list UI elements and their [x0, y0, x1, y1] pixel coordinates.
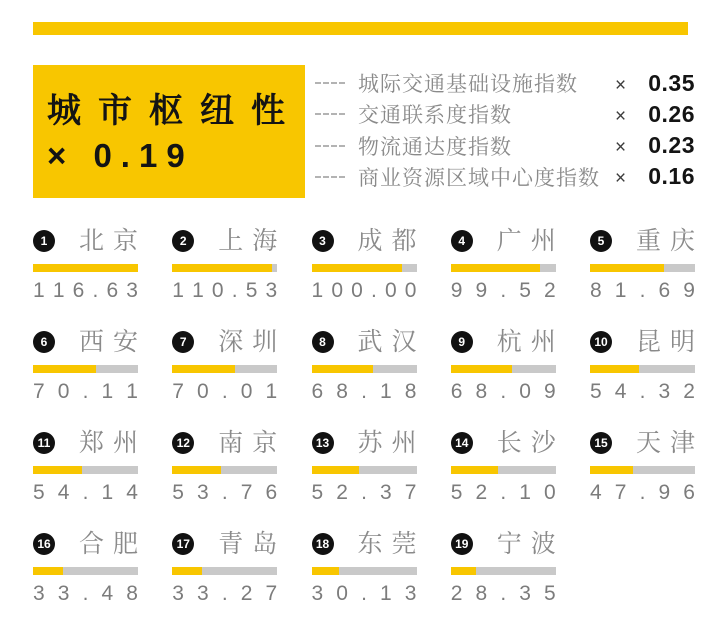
rank-badge: 8	[312, 331, 334, 353]
city-name: 天 津	[636, 429, 695, 457]
city-cell	[172, 531, 277, 605]
legend-weight: 0.23	[648, 132, 695, 159]
city-score: 3 0 . 1 3	[311, 582, 417, 605]
legend-weight-group	[615, 101, 695, 128]
score-bar-fill	[312, 365, 373, 373]
score-bar	[451, 264, 556, 272]
city-score: 5 3 . 7 6	[172, 481, 278, 504]
rank-badge: 9	[451, 331, 473, 353]
legend-item	[315, 70, 695, 96]
city-cell-header	[312, 430, 417, 456]
city-score: 1 0 0 . 0 0	[311, 279, 417, 302]
city-name: 深 圳	[218, 328, 278, 356]
score-bar-fill	[172, 365, 235, 373]
city-name: 合 肥	[79, 530, 138, 558]
dash-line-icon	[315, 176, 345, 178]
city-cell-header	[451, 329, 556, 355]
legend-weight-group	[615, 163, 695, 190]
score-bar-fill	[451, 567, 477, 575]
city-score: 7 0 . 1 1	[33, 380, 138, 403]
rank-badge: 13	[312, 432, 334, 454]
city-cell	[451, 228, 556, 302]
score-bar-fill	[312, 567, 339, 575]
legend-weight-group	[615, 70, 695, 97]
city-score: 5 4 . 3 2	[590, 380, 695, 403]
city-score: 5 2 . 3 7	[311, 481, 417, 504]
score-bar	[451, 466, 556, 474]
city-cell	[312, 329, 417, 403]
city-cell	[590, 430, 695, 504]
city-score: 9 9 . 5 2	[450, 279, 556, 302]
score-bar	[33, 365, 138, 373]
city-cell	[451, 329, 556, 403]
legend-item	[315, 133, 695, 159]
score-bar-fill	[590, 365, 639, 373]
city-cell-header	[312, 329, 417, 355]
city-cell	[33, 430, 138, 504]
dash-line-icon	[315, 145, 345, 147]
city-cell	[33, 329, 138, 403]
score-bar-fill	[33, 365, 96, 373]
city-name: 昆 明	[636, 328, 695, 356]
rank-badge: 19	[451, 533, 473, 555]
city-cell-header	[33, 430, 138, 456]
score-bar	[451, 365, 556, 373]
city-cell-header	[590, 430, 695, 456]
city-cell-header	[172, 329, 277, 355]
score-bar-fill	[312, 466, 359, 474]
city-score: 6 8 . 0 9	[450, 380, 556, 403]
legend-weight-group	[615, 132, 695, 159]
rank-badge: 7	[172, 331, 194, 353]
rank-badge: 1	[33, 230, 55, 252]
city-cell	[312, 228, 417, 302]
legend-weight: 0.16	[648, 163, 695, 190]
rank-badge: 4	[451, 230, 473, 252]
top-accent-bar	[33, 22, 688, 35]
rank-badge: 11	[33, 432, 55, 454]
city-name: 武 汉	[357, 328, 417, 356]
city-name: 上 海	[218, 227, 278, 255]
city-score: 5 2 . 1 0	[450, 481, 556, 504]
header	[33, 65, 695, 198]
score-bar	[33, 466, 138, 474]
dash-line-icon	[315, 113, 345, 115]
city-name: 长 沙	[496, 429, 556, 457]
rank-badge: 10	[590, 331, 612, 353]
score-bar-fill	[451, 264, 541, 272]
dash-line-icon	[315, 82, 345, 84]
score-bar	[172, 466, 277, 474]
rank-badge: 6	[33, 331, 55, 353]
city-cell-header	[590, 329, 695, 355]
score-bar-fill	[172, 466, 220, 474]
legend-item	[315, 164, 695, 190]
score-bar-fill	[33, 264, 138, 272]
score-bar	[312, 264, 417, 272]
rank-badge: 2	[172, 230, 194, 252]
city-cell-header	[172, 531, 277, 557]
city-cell-header	[172, 430, 277, 456]
city-name: 西 安	[79, 328, 138, 356]
city-score: 2 8 . 3 5	[450, 582, 556, 605]
city-score: 1 1 0 . 5 3	[172, 279, 278, 302]
legend-label: 商业资源区域中心度指数	[358, 166, 600, 190]
city-cell	[590, 329, 695, 403]
legend	[315, 65, 695, 198]
rank-badge: 5	[590, 230, 612, 252]
city-cell-header	[451, 430, 556, 456]
index-weight: × 0.19	[47, 137, 194, 174]
rank-badge: 17	[172, 533, 194, 555]
city-cell	[451, 531, 556, 605]
score-bar-fill	[590, 466, 633, 474]
legend-label: 交通联系度指数	[358, 104, 512, 128]
rank-badge: 16	[33, 533, 55, 555]
score-bar-fill	[172, 567, 202, 575]
score-bar	[590, 466, 695, 474]
city-cell	[33, 228, 138, 302]
city-name: 重 庆	[636, 227, 695, 255]
score-bar	[590, 365, 695, 373]
city-cell-header	[451, 228, 556, 254]
multiply-sign: ×	[615, 105, 627, 127]
score-bar	[33, 264, 138, 272]
city-name: 苏 州	[357, 429, 417, 457]
rank-badge: 12	[172, 432, 194, 454]
city-score: 3 3 . 4 8	[33, 582, 138, 605]
city-score: 3 3 . 2 7	[172, 582, 278, 605]
legend-item	[315, 101, 695, 127]
score-bar-fill	[312, 264, 402, 272]
score-bar-fill	[451, 365, 512, 373]
city-name: 郑 州	[79, 429, 138, 457]
score-bar	[172, 365, 277, 373]
city-name: 宁 波	[496, 530, 556, 558]
score-bar-fill	[33, 466, 82, 474]
city-cell	[172, 228, 277, 302]
score-bar	[172, 567, 277, 575]
city-score: 7 0 . 0 1	[172, 380, 278, 403]
multiply-sign: ×	[615, 168, 627, 190]
city-cell	[451, 430, 556, 504]
city-name: 广 州	[496, 227, 556, 255]
multiply-sign: ×	[615, 137, 627, 159]
city-cell-header	[451, 531, 556, 557]
city-name: 成 都	[357, 227, 417, 255]
city-cell	[172, 329, 277, 403]
score-bar	[33, 567, 138, 575]
city-score: 8 1 . 6 9	[590, 279, 695, 302]
legend-label: 物流通达度指数	[358, 135, 512, 159]
score-bar-fill	[33, 567, 63, 575]
legend-weight: 0.35	[648, 69, 695, 96]
score-bar-fill	[590, 264, 664, 272]
score-bar-fill	[451, 466, 498, 474]
city-cell	[312, 430, 417, 504]
rank-badge: 15	[590, 432, 612, 454]
city-score: 4 7 . 9 6	[590, 481, 695, 504]
rank-badge: 18	[312, 533, 334, 555]
index-title: 城市枢纽性	[47, 92, 302, 130]
score-bar-fill	[172, 264, 272, 272]
score-bar	[590, 264, 695, 272]
city-cell-header	[312, 531, 417, 557]
city-name: 杭 州	[496, 328, 556, 356]
city-name: 东 莞	[357, 530, 417, 558]
city-name: 青 岛	[218, 530, 278, 558]
city-score: 5 4 . 1 4	[33, 481, 138, 504]
multiply-sign: ×	[615, 74, 627, 96]
score-bar	[312, 466, 417, 474]
city-cell-header	[312, 228, 417, 254]
score-bar	[451, 567, 556, 575]
city-cell-header	[33, 329, 138, 355]
city-name: 北 京	[79, 227, 138, 255]
city-cell-header	[590, 228, 695, 254]
legend-label: 城际交通基础设施指数	[358, 73, 578, 96]
city-grid	[33, 228, 695, 605]
city-cell	[33, 531, 138, 605]
rank-badge: 3	[312, 230, 334, 252]
city-name: 南 京	[218, 429, 278, 457]
score-bar	[172, 264, 277, 272]
score-bar	[312, 365, 417, 373]
city-cell-header	[33, 228, 138, 254]
city-cell	[590, 228, 695, 302]
city-cell	[172, 430, 277, 504]
city-score: 6 8 . 1 8	[311, 380, 417, 403]
city-cell-header	[172, 228, 277, 254]
score-bar	[312, 567, 417, 575]
city-cell-header	[33, 531, 138, 557]
index-title-box	[33, 65, 305, 198]
city-cell	[312, 531, 417, 605]
city-score: 1 1 6 . 6 3	[33, 279, 138, 302]
legend-weight: 0.26	[648, 100, 695, 127]
rank-badge: 14	[451, 432, 473, 454]
